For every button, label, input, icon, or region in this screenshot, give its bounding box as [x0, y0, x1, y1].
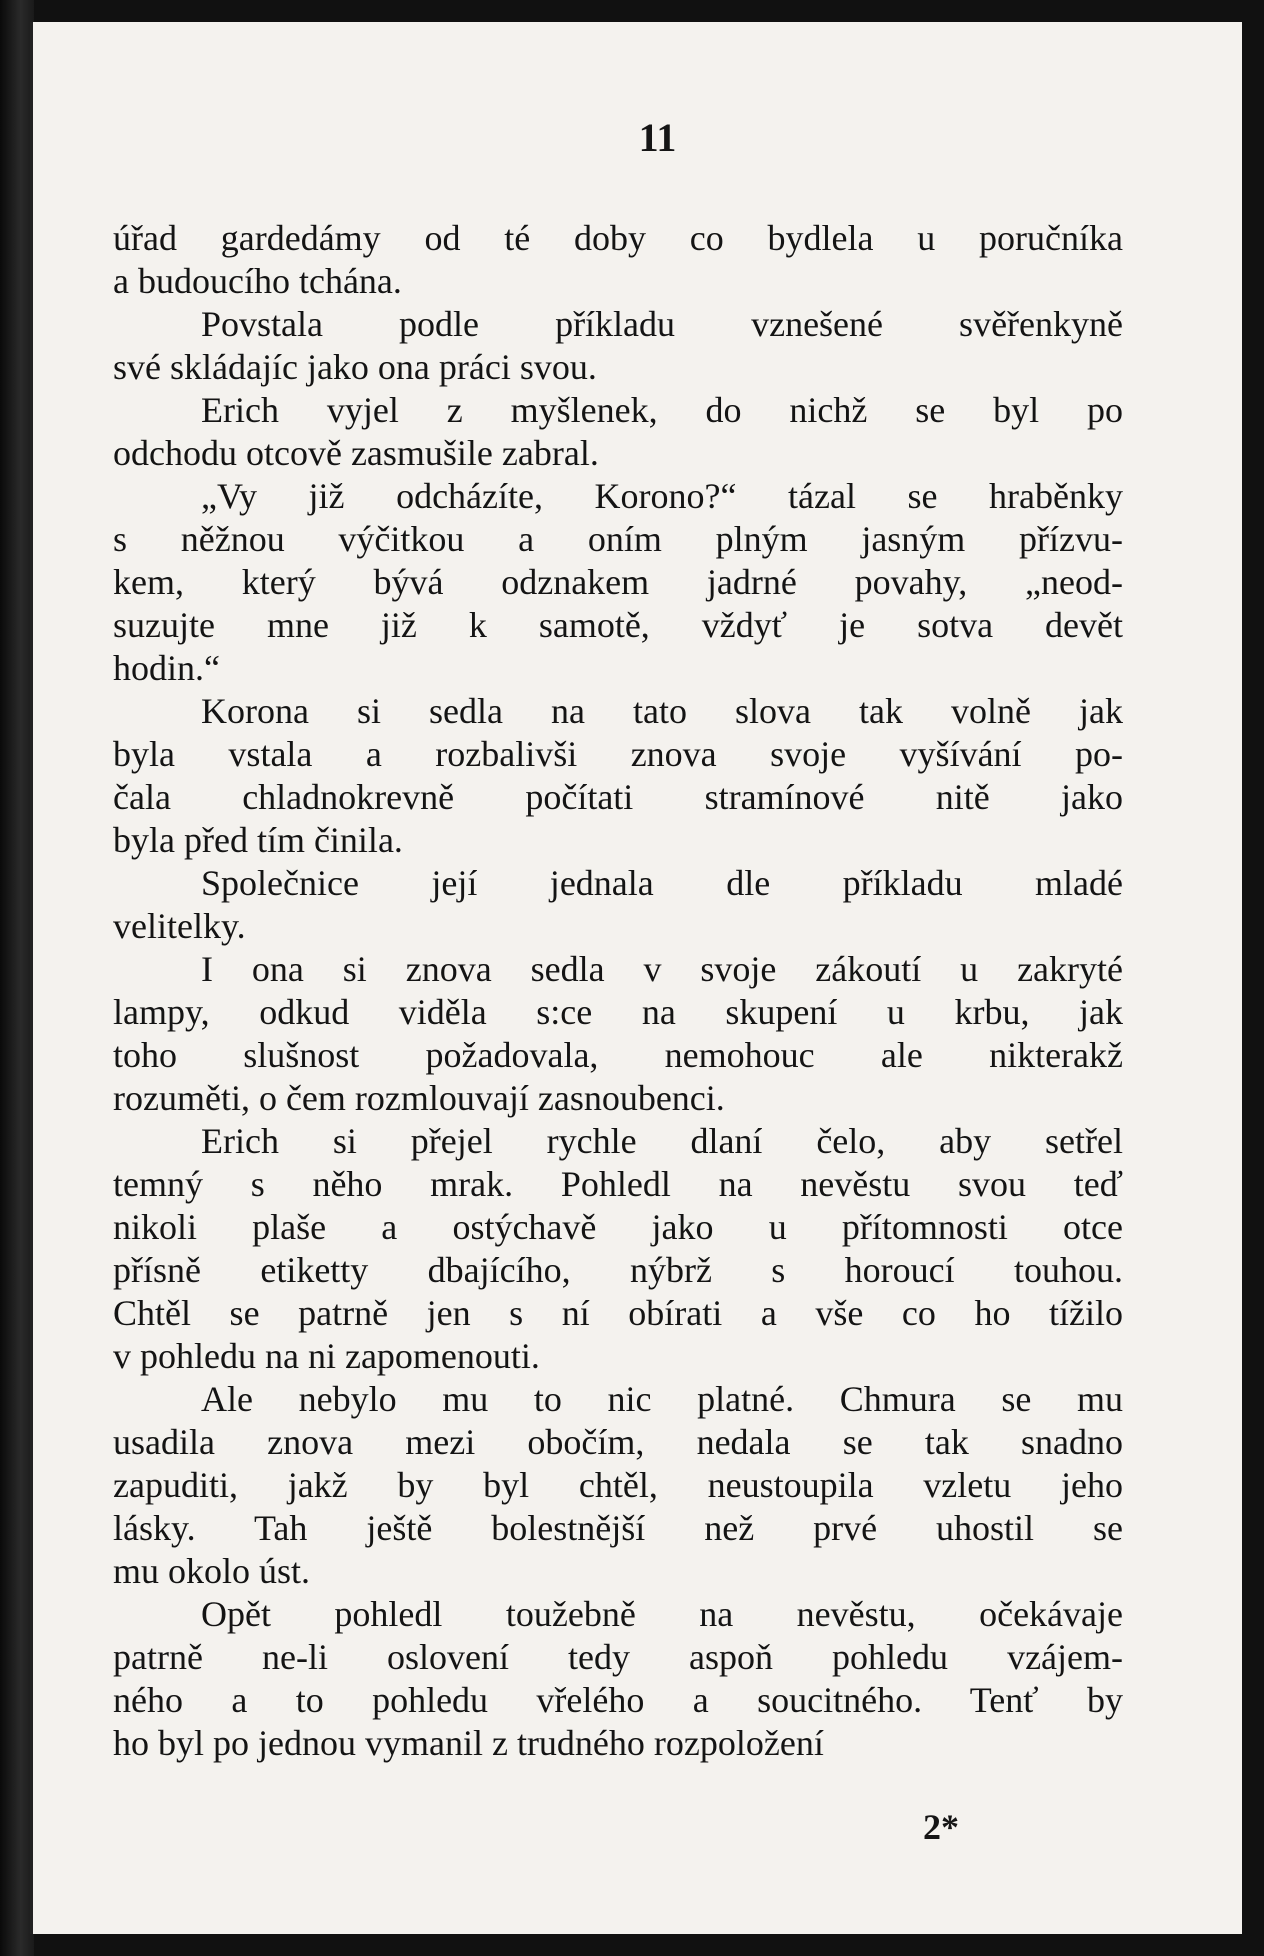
text-line: Ale nebylo mu to nic platné. Chmura se mu [201, 1379, 1123, 1419]
text-line: zapuditi, jakž by byl chtěl, neustoupila vzletu jeho [113, 1465, 1123, 1505]
page-text [113, 217, 1123, 1765]
scan-edge [0, 0, 34, 1956]
text-line: I ona si znova sedla v svoje zákoutí u zakryté [201, 949, 1123, 989]
paragraph [113, 690, 1123, 862]
text-line: Chtěl se patrně jen s ní obírati a vše co ho tížilo [113, 1293, 1123, 1333]
text-line: odchodu otcově zasmušile zabral. [113, 433, 599, 473]
text-line: Opět pohledl toužebně na nevěstu, očekávaje [201, 1594, 1123, 1634]
text-line: kem, který bývá odznakem jadrné povahy, „neod- [113, 562, 1123, 602]
paragraph [113, 389, 1123, 475]
paragraph [113, 948, 1123, 1120]
text-line: velitelky. [113, 906, 246, 946]
text-line: přísně etiketty dbajícího, nýbrž s horoucí touhou. [113, 1250, 1123, 1290]
text-line: ho byl po jednou vymanil z trudného rozpoložení [113, 1723, 824, 1763]
text-line: lásky. Tah ještě bolestnější než prvé uhostil se [113, 1508, 1123, 1548]
text-line: Společnice její jednala dle příkladu mladé [201, 863, 1123, 903]
page-number: 11 [638, 115, 677, 160]
paragraph [113, 1593, 1123, 1765]
paragraph [113, 303, 1123, 389]
paragraph [113, 862, 1123, 948]
text-line: své skládajíc jako ona práci svou. [113, 347, 597, 387]
text-line: suzujte mne již k samotě, vždyť je sotva devět [113, 605, 1123, 645]
text-line: Povstala podle příkladu vznešené svěřenkyně [201, 304, 1123, 344]
paragraph [113, 475, 1123, 690]
text-line: byla vstala a rozbalivši znova svoje vyšívání po- [113, 734, 1123, 774]
text-line: nikoli plaše a ostýchavě jako u přítomnosti otce [113, 1207, 1123, 1247]
text-line: patrně ne-li oslovení tedy aspoň pohledu vzájem- [113, 1637, 1123, 1677]
text-line: a budoucího tchána. [113, 261, 402, 301]
text-line: „Vy již odcházíte, Korono?“ tázal se hraběnky [201, 476, 1123, 516]
book-page [30, 22, 1242, 1934]
text-line: Korona si sedla na tato slova tak volně jak [201, 691, 1123, 731]
text-line: toho slušnost požadovala, nemohouc ale nikterakž [113, 1035, 1123, 1075]
text-line: ného a to pohledu vřelého a soucitného. Tenť by [113, 1680, 1123, 1720]
paragraph [113, 1120, 1123, 1378]
text-line: Erich si přejel rychle dlaní čelo, aby setřel [201, 1121, 1123, 1161]
text-line: mu okolo úst. [113, 1551, 311, 1591]
text-line: úřad gardedámy od té doby co bydlela u poručníka [113, 218, 1123, 258]
paragraph [113, 217, 1123, 303]
paragraph [113, 1378, 1123, 1593]
text-line: v pohledu na ni zapomenouti. [113, 1336, 540, 1376]
text-line: temný s něho mrak. Pohledl na nevěstu svou teď [113, 1164, 1123, 1204]
text-line: čala chladnokrevně počítati stramínové nitě jako [113, 777, 1123, 817]
text-line: usadila znova mezi obočím, nedala se tak snadno [113, 1422, 1123, 1462]
text-line: lampy, odkud viděla s:ce na skupení u krbu, jak [113, 992, 1123, 1032]
text-line: rozuměti, o čem rozmlouvají zasnoubenci. [113, 1078, 725, 1118]
text-line: hodin.“ [113, 648, 220, 688]
text-line: s něžnou výčitkou a oním plným jasným přízvu- [113, 519, 1123, 559]
text-line: byla před tím činila. [113, 820, 403, 860]
text-line: Erich vyjel z myšlenek, do nichž se byl po [201, 390, 1123, 430]
signature-mark: 2* [923, 1807, 959, 1847]
